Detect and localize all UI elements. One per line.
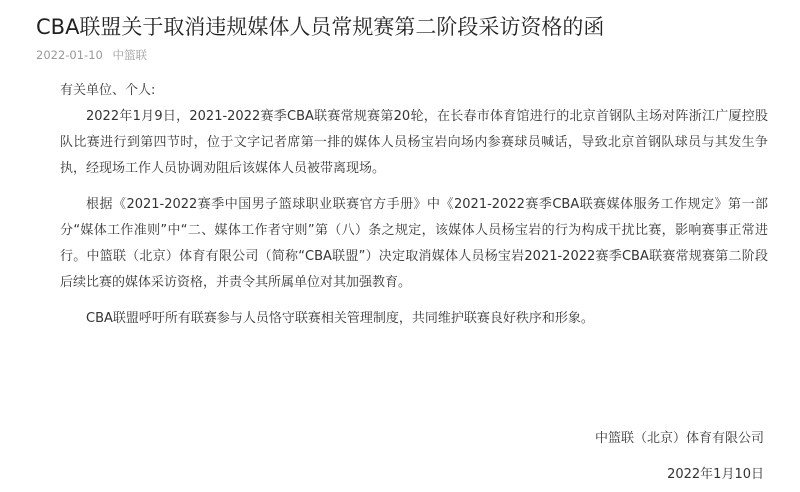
signature-organization: 中篮联（北京）体育有限公司 bbox=[594, 431, 764, 446]
article-source: 中篮联 bbox=[112, 48, 147, 62]
salutation: 有关单位、个人: bbox=[60, 83, 156, 98]
paragraph-spacer bbox=[60, 296, 768, 306]
article-body bbox=[60, 78, 768, 332]
paragraph-3: CBA联盟呼吁所有联赛参与人员恪守联赛相关管理制度，共同维护联赛良好秩序和形象。 bbox=[86, 311, 594, 326]
paragraph-2: 根据《2021-2022赛季中国男子篮球职业联赛官方手册》中《2021-2022赛季CBA联赛媒体服务工作规定》第一部分“媒体工作准则”中“二、媒体工作者守则”第（八）条之规定，该媒体人员杨宝岩的行为构成干扰比赛，影响赛事正常进行。中篮联（北京）体育有限公司（简称“CBA联盟”）决定取消媒体人员杨宝岩2021-2022赛季CBA联赛常规赛第二阶段后续比赛的媒体采访资格，并责令其所属单位对其加强教育。 bbox=[60, 197, 768, 290]
paragraph-1: 2022年1月9日，2021-2022赛季CBA联赛常规赛第20轮，在长春市体育馆进行的北京首钢队主场对阵浙江广厦控股队比赛进行到第四节时，位于文字记者席第一排的媒体人员杨宝岩向场内参赛球员喊话，导致北京首钢队球员与其发生争执，经现场工作人员协调劝阻后该媒体人员被带离现场。 bbox=[60, 109, 768, 176]
article-title: CBA联盟关于取消违规媒体人员常规赛第二阶段采访资格的函 bbox=[36, 15, 605, 39]
signature-date: 2022年1月10日 bbox=[667, 467, 764, 482]
article-meta bbox=[36, 47, 147, 63]
paragraph-spacer bbox=[60, 182, 768, 192]
publish-date: 2022-01-10 bbox=[36, 48, 103, 62]
